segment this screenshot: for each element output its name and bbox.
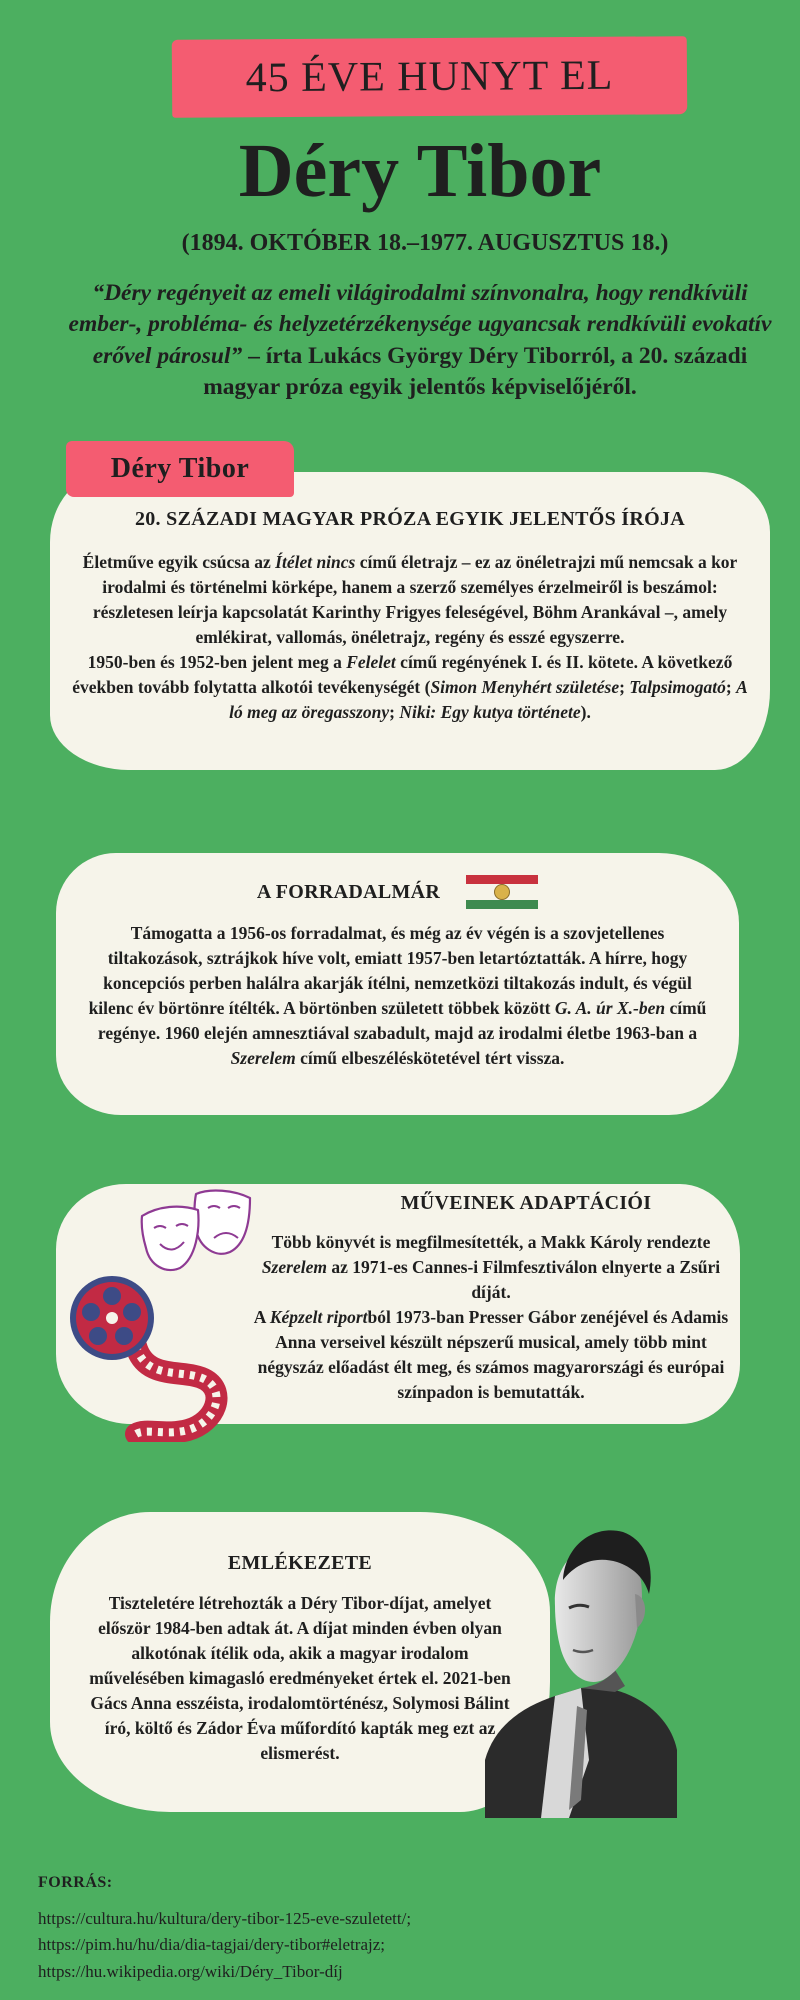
page-title: Déry Tibor (238, 129, 602, 213)
header-banner (172, 36, 688, 118)
revolutionary-title: A FORRADALMÁR (256, 880, 441, 903)
source-link[interactable]: https://hu.wikipedia.org/wiki/Déry_Tibor-díj (38, 1961, 343, 1981)
card-biography (50, 472, 770, 770)
bio-p1-c: című életrajz – ez az önéletrajzi mű nemcsak a kor irodalmi és történelmi körképe, hanem a szerző személyes érzelmeiről is beszámol: részletesen leírja kapcsolatát Karinthy Frigyes feleségével, Böhm Arankával –, amely emlékirat, vallomás, önéletrajz, regény és esszé egyszerre. (92, 552, 738, 648)
adaptations-title: MŰVEINEK ADAPTÁCIÓI (400, 1192, 652, 1214)
sources-list (38, 1906, 411, 1985)
bio-p2-j: Niki: Egy kutya története (399, 702, 581, 723)
bio-p2-g: ; (725, 677, 737, 698)
bio-p2-h: A ló meg az öregasszony (229, 677, 748, 723)
rev-c: című regénye. 1960 elején amnesztiával szabadult, majd az irodalmi életbe 1963-ban a (97, 998, 707, 1044)
portrait-photo (485, 1510, 677, 1818)
revolutionary-header (56, 875, 739, 909)
intro-quote (60, 278, 780, 403)
quote-attribution: – írta Lukács György Déry Tiborról, a 20. századi magyar próza egyik jelentős képviselőjéről. (203, 342, 748, 400)
revolutionary-text (84, 921, 711, 1071)
quote-text: “Déry regényeit az emeli világirodalmi színvonalra, hogy rendkívüli ember-, probléma- és helyzetérzékenysége ugyancsak rendkívüli evokatív erővel párosul” (68, 280, 772, 369)
rev-d: Szerelem (230, 1048, 296, 1069)
adaptations-text (246, 1230, 736, 1405)
flag-stripe-red (466, 875, 538, 884)
bio-p2-a: 1950-ben és 1952-ben jelent meg a (87, 652, 347, 673)
biography-title: 20. SZÁZADI MAGYAR PRÓZA EGYIK JELENTŐS ÍRÓJA (134, 508, 686, 530)
bio-p2-d: Simon Menyhért születése (430, 677, 620, 698)
legacy-text: Tiszteletére létrehozták a Déry Tibor-díjat, amelyet először 1984-ben adtak át. A díjat minden évben olyan alkotónak ítélik oda, akik a magyar irodalom művelésében kimagasló eredményeket értek el. 2021-ben Gács Anna esszéista, irodalomtörténész, Solymosi Bálint író, költő és Zádor Éva műfordító kapták meg ezt az elismerést. (89, 1593, 511, 1764)
bio-p2-e: ; (619, 677, 630, 698)
adapt-p2-b: Képzelt riport (269, 1307, 368, 1328)
rev-a: Támogatta a 1956-os forradalmat, és még az év végén is a szovjetellenes tiltakozások, sztrájkok híve volt, emiatt 1957-ben letartóztatták. A hírre, hogy koncepciós perben halálra akarják ítélni, nemzetközi tiltakozás indult, és végül kilenc év börtönre ítélték. A börtönben született többek között (88, 923, 692, 1019)
adapt-p1-a: Több könyvét is megfilmesítették, a Makk Károly rendezte (271, 1232, 711, 1252)
life-dates: (1894. OKTÓBER 18.–1977. AUGUSZTUS 18.) (181, 230, 669, 256)
flag-stripe-green (466, 900, 538, 909)
legacy-title: EMLÉKEZETE (227, 1552, 373, 1574)
rev-b: G. A. úr X.-ben (554, 998, 666, 1019)
adapt-p1-c: az 1971-es Cannes-i Filmfesztiválon elnyerte a Zsűri díját. (326, 1257, 721, 1303)
source-link[interactable]: https://pim.hu/hu/dia/dia-tagjai/dery-tibor#eletrajz; (38, 1935, 385, 1955)
banner-text: 45 ÉVE HUNYT EL (245, 52, 614, 102)
bio-p2-f: Talpsimogató (629, 677, 726, 698)
hungarian-flag-icon (466, 875, 538, 909)
source-link[interactable]: https://cultura.hu/kultura/dery-tibor-125-eve-szuletett/; (38, 1909, 412, 1928)
flag-stripe-white (466, 884, 538, 900)
section-tag: Déry Tibor (66, 441, 294, 497)
bio-p1-b: Ítélet nincs (275, 552, 356, 572)
biography-text (70, 550, 750, 725)
card-revolutionary (56, 853, 739, 1115)
adapt-p1-b: Szerelem (261, 1257, 327, 1278)
bio-p2-i: ; (389, 702, 400, 723)
adapt-p2-a: A (253, 1307, 270, 1328)
rev-e: című elbeszéléskötetével tért vissza. (295, 1048, 565, 1069)
bio-p2-b: Felelet (346, 652, 396, 673)
bio-p1-a: Életműve egyik csúcsa az (82, 552, 276, 572)
bio-p2-c: című regényének I. és II. kötete. A következő években tovább folytatta alkotói tevékenységét ( (72, 652, 733, 698)
bio-p2-k: ). (580, 702, 591, 723)
sources-label: FORRÁS: (38, 1874, 113, 1891)
adapt-p2-c: ból 1973-ban Presser Gábor zenéjével és Adamis Anna verseivel készült népszerű musical, amely több mint négyszáz előadást élt meg, és számos magyarországi és európai színpadon is bemutatták. (257, 1307, 729, 1403)
film-reel-icon (66, 1272, 246, 1442)
card-legacy (50, 1512, 550, 1812)
